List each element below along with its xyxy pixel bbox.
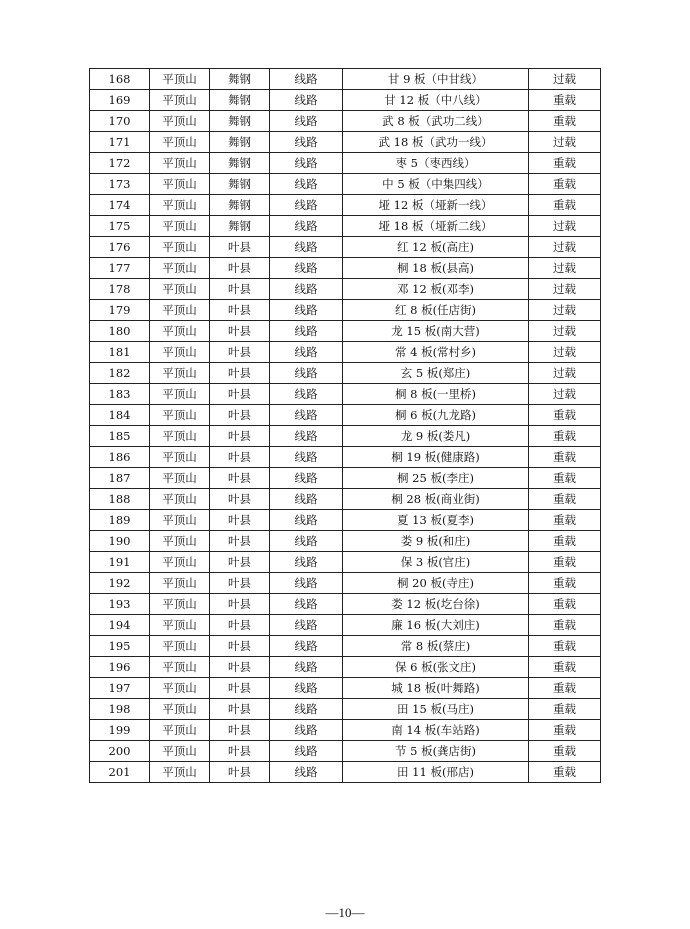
city-cell: 平顶山	[150, 384, 210, 405]
equipment-type-cell: 线路	[270, 468, 343, 489]
line-name-cell: 中 5 板（中集四线）	[343, 174, 529, 195]
equipment-type-cell: 线路	[270, 216, 343, 237]
line-name-cell: 桐 18 板(县高)	[343, 258, 529, 279]
equipment-type-cell: 线路	[270, 69, 343, 90]
equipment-type-cell: 线路	[270, 678, 343, 699]
table-row	[90, 720, 601, 741]
line-name-cell: 桐 20 板(寺庄)	[343, 573, 529, 594]
row-number-cell: 170	[90, 111, 150, 132]
city-cell: 平顶山	[150, 615, 210, 636]
table-row	[90, 678, 601, 699]
city-cell: 平顶山	[150, 699, 210, 720]
row-number-cell: 186	[90, 447, 150, 468]
city-cell: 平顶山	[150, 510, 210, 531]
load-status-cell: 重载	[529, 90, 601, 111]
load-status-cell: 过载	[529, 321, 601, 342]
load-status-cell: 重载	[529, 426, 601, 447]
row-number-cell: 175	[90, 216, 150, 237]
load-status-cell: 过载	[529, 237, 601, 258]
table-row	[90, 405, 601, 426]
row-number-cell: 200	[90, 741, 150, 762]
equipment-type-cell: 线路	[270, 657, 343, 678]
table-row	[90, 90, 601, 111]
load-status-cell: 重载	[529, 510, 601, 531]
county-cell: 叶县	[210, 237, 270, 258]
city-cell: 平顶山	[150, 363, 210, 384]
row-number-cell: 185	[90, 426, 150, 447]
equipment-type-cell: 线路	[270, 531, 343, 552]
county-cell: 叶县	[210, 720, 270, 741]
equipment-type-cell: 线路	[270, 426, 343, 447]
county-cell: 叶县	[210, 573, 270, 594]
county-cell: 舞钢	[210, 174, 270, 195]
row-number-cell: 198	[90, 699, 150, 720]
table-row	[90, 552, 601, 573]
load-status-cell: 重载	[529, 552, 601, 573]
equipment-type-cell: 线路	[270, 741, 343, 762]
row-number-cell: 193	[90, 594, 150, 615]
equipment-type-cell: 线路	[270, 132, 343, 153]
row-number-cell: 187	[90, 468, 150, 489]
table-row	[90, 657, 601, 678]
county-cell: 叶县	[210, 678, 270, 699]
equipment-type-cell: 线路	[270, 489, 343, 510]
equipment-type-cell: 线路	[270, 195, 343, 216]
equipment-type-cell: 线路	[270, 300, 343, 321]
load-status-cell: 重载	[529, 678, 601, 699]
city-cell: 平顶山	[150, 69, 210, 90]
table-row	[90, 762, 601, 783]
line-name-cell: 垭 12 板（垭新一线）	[343, 195, 529, 216]
row-number-cell: 190	[90, 531, 150, 552]
city-cell: 平顶山	[150, 279, 210, 300]
line-name-cell: 廉 16 板(大刘庄)	[343, 615, 529, 636]
county-cell: 舞钢	[210, 90, 270, 111]
city-cell: 平顶山	[150, 321, 210, 342]
city-cell: 平顶山	[150, 468, 210, 489]
city-cell: 平顶山	[150, 132, 210, 153]
county-cell: 叶县	[210, 510, 270, 531]
table-row	[90, 321, 601, 342]
table-row	[90, 489, 601, 510]
county-cell: 叶县	[210, 594, 270, 615]
city-cell: 平顶山	[150, 573, 210, 594]
line-name-cell: 保 3 板(官庄)	[343, 552, 529, 573]
city-cell: 平顶山	[150, 111, 210, 132]
city-cell: 平顶山	[150, 594, 210, 615]
row-number-cell: 184	[90, 405, 150, 426]
equipment-type-cell: 线路	[270, 594, 343, 615]
city-cell: 平顶山	[150, 720, 210, 741]
load-status-cell: 过载	[529, 279, 601, 300]
equipment-type-cell: 线路	[270, 258, 343, 279]
load-status-cell: 重载	[529, 741, 601, 762]
line-name-cell: 田 11 板(邢店)	[343, 762, 529, 783]
county-cell: 叶县	[210, 468, 270, 489]
row-number-cell: 192	[90, 573, 150, 594]
load-status-cell: 过载	[529, 258, 601, 279]
line-name-cell: 甘 12 板（中八线）	[343, 90, 529, 111]
city-cell: 平顶山	[150, 489, 210, 510]
table-row	[90, 279, 601, 300]
table-row	[90, 69, 601, 90]
county-cell: 舞钢	[210, 216, 270, 237]
city-cell: 平顶山	[150, 174, 210, 195]
row-number-cell: 188	[90, 489, 150, 510]
row-number-cell: 172	[90, 153, 150, 174]
load-status-cell: 重载	[529, 195, 601, 216]
table-row	[90, 594, 601, 615]
line-name-cell: 桐 25 板(李庄)	[343, 468, 529, 489]
equipment-type-cell: 线路	[270, 90, 343, 111]
line-name-cell: 常 8 板(蔡庄)	[343, 636, 529, 657]
row-number-cell: 174	[90, 195, 150, 216]
table-row	[90, 258, 601, 279]
table-row	[90, 237, 601, 258]
load-status-cell: 重载	[529, 594, 601, 615]
equipment-type-cell: 线路	[270, 174, 343, 195]
line-name-cell: 保 6 板(张文庄)	[343, 657, 529, 678]
equipment-type-cell: 线路	[270, 552, 343, 573]
county-cell: 叶县	[210, 531, 270, 552]
load-status-cell: 过载	[529, 69, 601, 90]
load-status-cell: 重载	[529, 153, 601, 174]
line-name-cell: 娄 9 板(和庄)	[343, 531, 529, 552]
county-cell: 叶县	[210, 258, 270, 279]
city-cell: 平顶山	[150, 762, 210, 783]
table-row	[90, 510, 601, 531]
load-status-cell: 重载	[529, 447, 601, 468]
overload-table	[89, 68, 601, 783]
equipment-type-cell: 线路	[270, 384, 343, 405]
table-row	[90, 573, 601, 594]
table-row	[90, 132, 601, 153]
load-status-cell: 重载	[529, 489, 601, 510]
county-cell: 叶县	[210, 300, 270, 321]
city-cell: 平顶山	[150, 195, 210, 216]
county-cell: 叶县	[210, 552, 270, 573]
row-number-cell: 196	[90, 657, 150, 678]
load-status-cell: 重载	[529, 657, 601, 678]
equipment-type-cell: 线路	[270, 237, 343, 258]
city-cell: 平顶山	[150, 237, 210, 258]
city-cell: 平顶山	[150, 657, 210, 678]
line-name-cell: 城 18 板(叶舞路)	[343, 678, 529, 699]
row-number-cell: 191	[90, 552, 150, 573]
line-name-cell: 红 8 板(任店街)	[343, 300, 529, 321]
table-row	[90, 741, 601, 762]
county-cell: 叶县	[210, 636, 270, 657]
load-status-cell: 重载	[529, 762, 601, 783]
row-number-cell: 197	[90, 678, 150, 699]
county-cell: 舞钢	[210, 69, 270, 90]
city-cell: 平顶山	[150, 90, 210, 111]
county-cell: 叶县	[210, 342, 270, 363]
equipment-type-cell: 线路	[270, 111, 343, 132]
row-number-cell: 168	[90, 69, 150, 90]
line-name-cell: 桐 8 板(一里桥)	[343, 384, 529, 405]
city-cell: 平顶山	[150, 342, 210, 363]
line-name-cell: 节 5 板(龚店街)	[343, 741, 529, 762]
county-cell: 叶县	[210, 741, 270, 762]
line-name-cell: 武 8 板（武功二线）	[343, 111, 529, 132]
row-number-cell: 201	[90, 762, 150, 783]
county-cell: 叶县	[210, 699, 270, 720]
row-number-cell: 169	[90, 90, 150, 111]
table-row	[90, 216, 601, 237]
equipment-type-cell: 线路	[270, 363, 343, 384]
city-cell: 平顶山	[150, 300, 210, 321]
row-number-cell: 182	[90, 363, 150, 384]
county-cell: 叶县	[210, 762, 270, 783]
city-cell: 平顶山	[150, 741, 210, 762]
line-name-cell: 桐 6 板(九龙路)	[343, 405, 529, 426]
page-number: —10—	[325, 905, 365, 920]
line-name-cell: 田 15 板(马庄)	[343, 699, 529, 720]
row-number-cell: 171	[90, 132, 150, 153]
equipment-type-cell: 线路	[270, 321, 343, 342]
row-number-cell: 177	[90, 258, 150, 279]
row-number-cell: 173	[90, 174, 150, 195]
county-cell: 舞钢	[210, 195, 270, 216]
county-cell: 叶县	[210, 615, 270, 636]
load-status-cell: 重载	[529, 468, 601, 489]
table-row	[90, 384, 601, 405]
equipment-type-cell: 线路	[270, 279, 343, 300]
county-cell: 叶县	[210, 279, 270, 300]
line-name-cell: 夏 13 板(夏李)	[343, 510, 529, 531]
city-cell: 平顶山	[150, 258, 210, 279]
load-status-cell: 重载	[529, 174, 601, 195]
equipment-type-cell: 线路	[270, 405, 343, 426]
city-cell: 平顶山	[150, 552, 210, 573]
row-number-cell: 189	[90, 510, 150, 531]
row-number-cell: 199	[90, 720, 150, 741]
load-status-cell: 重载	[529, 405, 601, 426]
line-name-cell: 龙 15 板(南大营)	[343, 321, 529, 342]
table-row	[90, 699, 601, 720]
line-name-cell: 桐 19 板(健康路)	[343, 447, 529, 468]
table-row	[90, 174, 601, 195]
load-status-cell: 过载	[529, 300, 601, 321]
row-number-cell: 179	[90, 300, 150, 321]
equipment-type-cell: 线路	[270, 447, 343, 468]
line-name-cell: 娄 12 板(圪台徐)	[343, 594, 529, 615]
table-row	[90, 363, 601, 384]
county-cell: 叶县	[210, 489, 270, 510]
table-row	[90, 153, 601, 174]
city-cell: 平顶山	[150, 216, 210, 237]
load-status-cell: 过载	[529, 216, 601, 237]
city-cell: 平顶山	[150, 636, 210, 657]
equipment-type-cell: 线路	[270, 510, 343, 531]
line-name-cell: 龙 9 板(娄凡)	[343, 426, 529, 447]
city-cell: 平顶山	[150, 405, 210, 426]
line-name-cell: 甘 9 板（中甘线）	[343, 69, 529, 90]
line-name-cell: 桐 28 板(商业街)	[343, 489, 529, 510]
line-name-cell: 玄 5 板(郑庄)	[343, 363, 529, 384]
table-row	[90, 342, 601, 363]
load-status-cell: 重载	[529, 720, 601, 741]
line-name-cell: 垭 18 板（垭新二线）	[343, 216, 529, 237]
county-cell: 叶县	[210, 405, 270, 426]
line-name-cell: 红 12 板(高庄)	[343, 237, 529, 258]
line-name-cell: 常 4 板(常村乡)	[343, 342, 529, 363]
county-cell: 舞钢	[210, 132, 270, 153]
table-row	[90, 111, 601, 132]
county-cell: 叶县	[210, 426, 270, 447]
city-cell: 平顶山	[150, 153, 210, 174]
table-row	[90, 468, 601, 489]
line-name-cell: 南 14 板(车站路)	[343, 720, 529, 741]
table-row	[90, 636, 601, 657]
city-cell: 平顶山	[150, 678, 210, 699]
table-row	[90, 195, 601, 216]
row-number-cell: 181	[90, 342, 150, 363]
row-number-cell: 183	[90, 384, 150, 405]
load-status-cell: 过载	[529, 342, 601, 363]
line-name-cell: 邓 12 板(邓李)	[343, 279, 529, 300]
equipment-type-cell: 线路	[270, 573, 343, 594]
load-status-cell: 重载	[529, 573, 601, 594]
county-cell: 舞钢	[210, 111, 270, 132]
table-row	[90, 426, 601, 447]
table-row	[90, 447, 601, 468]
county-cell: 叶县	[210, 657, 270, 678]
load-status-cell: 重载	[529, 699, 601, 720]
equipment-type-cell: 线路	[270, 153, 343, 174]
county-cell: 舞钢	[210, 153, 270, 174]
equipment-type-cell: 线路	[270, 699, 343, 720]
equipment-type-cell: 线路	[270, 636, 343, 657]
county-cell: 叶县	[210, 384, 270, 405]
load-status-cell: 过载	[529, 132, 601, 153]
load-status-cell: 重载	[529, 636, 601, 657]
row-number-cell: 195	[90, 636, 150, 657]
table-row	[90, 615, 601, 636]
city-cell: 平顶山	[150, 426, 210, 447]
city-cell: 平顶山	[150, 447, 210, 468]
county-cell: 叶县	[210, 363, 270, 384]
load-status-cell: 重载	[529, 531, 601, 552]
load-status-cell: 重载	[529, 615, 601, 636]
table-row	[90, 531, 601, 552]
load-status-cell: 重载	[529, 111, 601, 132]
county-cell: 叶县	[210, 321, 270, 342]
row-number-cell: 180	[90, 321, 150, 342]
equipment-type-cell: 线路	[270, 762, 343, 783]
load-status-cell: 过载	[529, 363, 601, 384]
table-row	[90, 300, 601, 321]
row-number-cell: 176	[90, 237, 150, 258]
row-number-cell: 178	[90, 279, 150, 300]
row-number-cell: 194	[90, 615, 150, 636]
equipment-type-cell: 线路	[270, 720, 343, 741]
line-name-cell: 枣 5（枣西线）	[343, 153, 529, 174]
load-status-cell: 过载	[529, 384, 601, 405]
equipment-type-cell: 线路	[270, 615, 343, 636]
equipment-type-cell: 线路	[270, 342, 343, 363]
line-name-cell: 武 18 板（武功一线）	[343, 132, 529, 153]
city-cell: 平顶山	[150, 531, 210, 552]
county-cell: 叶县	[210, 447, 270, 468]
